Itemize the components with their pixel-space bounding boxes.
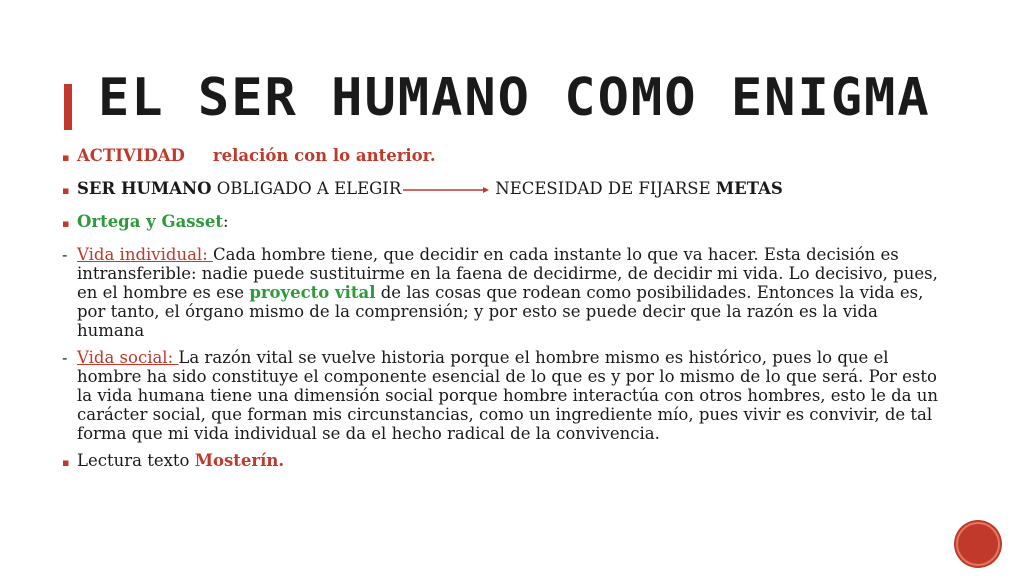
vida-individual-label: Vida individual:	[77, 245, 213, 264]
bullet-vida-social	[62, 348, 938, 443]
square-bullet-icon: ▪	[62, 151, 70, 164]
vida-individual-text1: Cada hombre tiene, que decidir en cada instante lo que va hacer. Esta decisión es intransferible: nadie puede sustituirme en la faena de decidirme, de decidir mi vida. Lo decisivo, pues, en el hombre es ese	[77, 245, 938, 302]
ortega-suffix: :	[222, 212, 229, 231]
lectura-text: Lectura texto	[77, 451, 195, 470]
bullet-vida-individual	[62, 245, 938, 340]
square-bullet-icon: ▪	[62, 217, 70, 230]
square-bullet-icon: ▪	[62, 184, 70, 197]
bullet-ser-humano	[62, 179, 938, 200]
dash-bullet-icon: -	[62, 245, 68, 264]
lectura-author: Mosterín.	[194, 451, 285, 470]
bullet-actividad	[62, 146, 938, 167]
slide-title: EL SER HUMANO COMO ENIGMA	[98, 68, 931, 128]
vida-social-label: Vida social:	[77, 348, 179, 367]
vida-individual-text2: de las cosas que rodean como posibilidades. Entonces la vida es, por tanto, el órgano mismo de la comprensión; y por esto se puede decir que la razón es la vida humana	[77, 283, 924, 340]
dash-bullet-icon: -	[62, 348, 68, 367]
title-accent-bar	[64, 84, 72, 130]
actividad-text: relación con lo anterior.	[212, 146, 436, 165]
square-bullet-icon: ▪	[62, 456, 70, 469]
ser-humano-text: OBLIGADO A ELEGIR	[211, 179, 402, 198]
ortega-label: Ortega y Gasset	[77, 212, 223, 231]
slide-nav-circle-button[interactable]	[956, 522, 1000, 566]
right-arrow-icon	[403, 186, 489, 194]
necesidad-text: NECESIDAD DE FIJARSE	[495, 179, 716, 198]
proyecto-vital-text: proyecto vital	[249, 283, 376, 302]
metas-text: METAS	[715, 179, 783, 198]
vida-social-text: La razón vital se vuelve historia porque el hombre mismo es histórico, pues lo que el hombre ha sido constituye el componente esencial de lo que es y por lo mismo de lo que será. Por esto la vida humana tiene una dimensión social porque hombre interactúa con otros hombres, esto le da un carácter social, que forman mis circunstancias, como un ingrediente mío, pues vivir es convivir, de tal forma que mi vida individual se da el hecho radical de la convivencia.	[77, 348, 938, 443]
slide-content	[62, 146, 938, 484]
bullet-ortega	[62, 212, 938, 233]
ser-humano-label: SER HUMANO	[77, 179, 212, 198]
bullet-lectura	[62, 451, 938, 472]
actividad-label: ACTIVIDAD	[77, 146, 185, 165]
